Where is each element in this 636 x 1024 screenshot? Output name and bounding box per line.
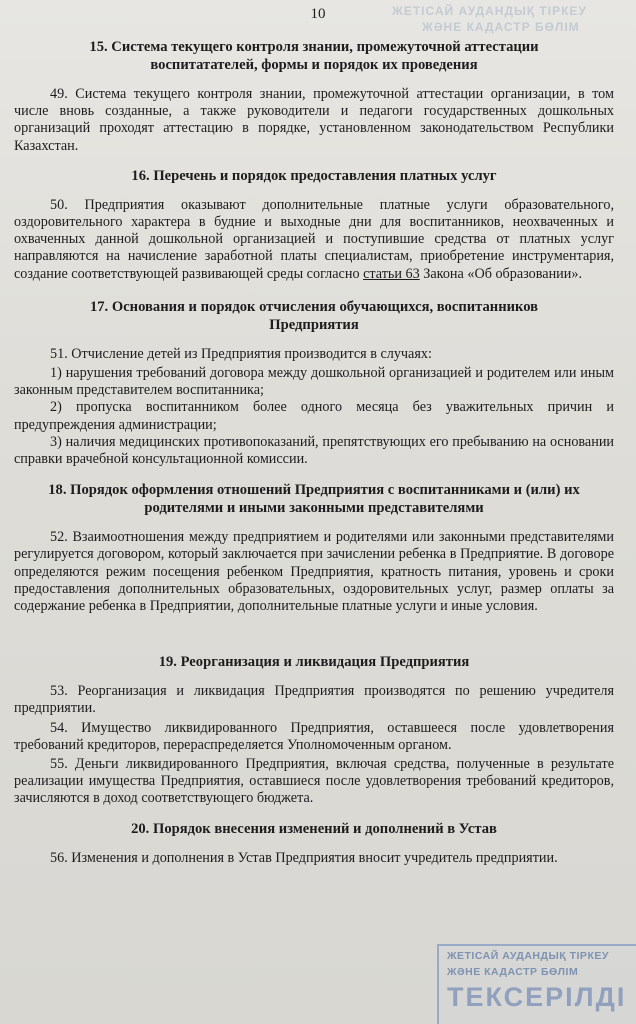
law-article-link[interactable]: статьи 63 [363,265,420,282]
paragraph-56: 56. Изменения и дополнения в Устав Предприятия вносит учредитель предприятии. [50,849,558,866]
section-17-heading: 17. Основания и порядок отчисления обучающихся, воспитанников Предприятия [89,298,539,333]
stamp-top-line1: ЖЕТІСАЙ АУДАНДЫҚ ТІРКЕУ [392,4,587,18]
stamp-bottom-verified: ТЕКСЕРІЛДІ [447,982,627,1012]
page-number: 10 [310,6,326,22]
document-body [14,38,614,869]
stamp-bottom-line2: ЖӘНЕ КАДАСТР БӨЛІМ [447,966,579,978]
section-16-heading: 16. Перечень и порядок предоставления платных услуг [131,167,497,184]
list-item: 2) пропуска воспитанником более одного месяца без уважительных причин и предупреждения администрации; [14,399,614,433]
paragraph-55: 55. Деньги ликвидированного Предприятия, включая средства, полученные в результате реализации имущества Предприятия, оставшиеся после удовлетворения требований кредиторов, зачисляются в доход соответствующего бюджета. [14,756,614,807]
list-item: 1) нарушения требований договора между дошкольной организацией и родителем или иным законным представителем воспитанника; [14,365,614,399]
paragraph-51: 51. Отчисление детей из Предприятия производится в случаях: [50,345,432,362]
section-18-heading: 18. Порядок оформления отношений Предприятия с воспитанниками и (или) их родителями и иными законными представителями [48,482,580,517]
stamp-top-line2: ЖӘНЕ КАДАСТР БӨЛІМ [422,20,580,34]
paragraph-53: 53. Реорганизация и ликвидация Предприятия производятся по решению учредителя предприятии. [14,683,614,717]
stamp-bottom-line1: ЖЕТІСАЙ АУДАНДЫҚ ТІРКЕУ [447,950,609,962]
paragraph-50 [14,197,614,283]
paragraph-54: 54. Имущество ликвидированного Предприятия, оставшееся после удовлетворения требований кредиторов, перераспределяется Уполномоченным органом. [14,719,614,753]
paragraph-49: 49. Система текущего контроля знании, промежуточной аттестации организации, в том числе вновь созданные, а также руководители и педагоги государственных дошкольных организаций проходят аттестацию в порядке, установленном законодательством Республики Казахстан. [14,86,614,154]
paragraph-50-text: 50. Предприятия оказывают дополнительные платные услуги образовательного, оздоровительного характера в будние и выходные дни для воспитанников, неохваченных и охваченных данной дошкольной организацией и поступившие средства от платных услуг направляются на начисление заработной платы специалистам, приобретение инструментария, создание соответствующей развивающей среды согласно [14,196,614,282]
section-19-heading: 19. Реорганизация и ликвидация Предприятия [158,654,470,671]
list-item: 3) наличия медицинских противопоказаний, препятствующих его пребыванию на основании справки врачебной консультационной комиссии. [14,433,614,468]
paragraph-52: 52. Взаимоотношения между предприятием и родителями или законными представителями регулируется договором, который заключается при зачислении ребенка в Предприятие. В договоре определяются режим посещения ребенком Предприятия, кратность питания, уровень и сроки предоставления дополнительных образовательных, оздоровительных услуг, размер оплаты за содержание ребенка в Предприятии, дополнительные платные услуги и иные условия. [14,529,614,615]
paragraph-50-text-end: Закона «Об образовании». [419,265,583,282]
section-20-heading: 20. Порядок внесения изменений и дополнений в Устав [131,820,497,837]
registration-stamp [437,944,636,1024]
section-15-heading: 15. Система текущего контроля знании, промежуточной аттестации воспитатателей, формы и порядок их проведения [89,39,539,73]
